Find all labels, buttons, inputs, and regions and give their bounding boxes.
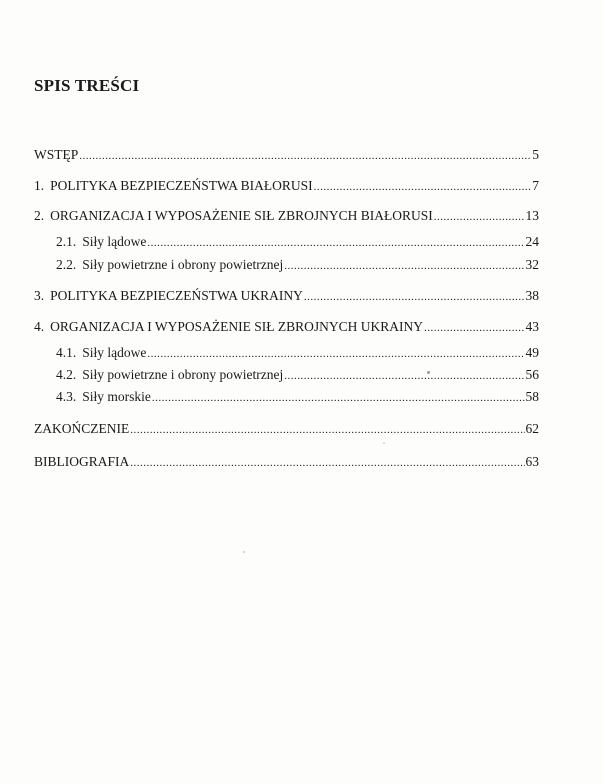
toc-dot-leader — [284, 367, 524, 385]
toc-dot-leader — [304, 288, 525, 306]
toc-dot-leader — [152, 389, 525, 407]
toc-dot-leader — [130, 454, 524, 472]
toc-dot-leader — [130, 421, 524, 439]
toc-dot-leader — [284, 257, 524, 275]
toc-entry-number: 4. — [34, 319, 45, 334]
toc-page-number: 38 — [525, 288, 539, 303]
toc-page-number: 32 — [525, 257, 539, 272]
toc-dot-leader — [424, 319, 524, 337]
toc-entry-section-2-1 — [56, 233, 539, 251]
toc-entry-title: Siły powietrzne i obrony powietrznej — [82, 257, 284, 272]
toc-entry-number: 4.3. — [56, 389, 77, 404]
toc-entry-introduction — [34, 146, 539, 164]
scan-speck — [427, 371, 430, 374]
toc-entry-chapter-3 — [34, 287, 539, 305]
toc-entry-section-2-2 — [56, 256, 539, 274]
toc-dot-leader — [314, 178, 532, 196]
toc-entry-number: 2.2. — [56, 257, 77, 272]
toc-entry-number: 2.1. — [56, 234, 77, 249]
toc-entry-title: Siły lądowe — [82, 234, 147, 249]
toc-entry-chapter-4 — [34, 318, 539, 336]
toc-entry-title: POLITYKA BEZPIECZEŃSTWA BIAŁORUSI — [50, 178, 313, 193]
toc-page-number: 7 — [532, 178, 539, 193]
toc-dot-leader — [434, 208, 525, 226]
toc-entry-title: ORGANIZACJA I WYPOSAŻENIE SIŁ ZBROJNYCH BIAŁORUSI — [50, 208, 433, 223]
toc-page-number: 13 — [525, 208, 539, 223]
toc-entry-title: WSTĘP — [34, 147, 79, 162]
scan-speck — [383, 442, 385, 444]
toc-entry-section-4-1 — [56, 344, 539, 362]
toc-entry-section-4-2 — [56, 366, 539, 384]
toc-entry-number: 2. — [34, 208, 45, 223]
toc-page-number: 62 — [525, 421, 539, 436]
toc-entry-title: Siły powietrzne i obrony powietrznej — [82, 367, 284, 382]
toc-entry-title: ORGANIZACJA I WYPOSAŻENIE SIŁ ZBROJNYCH UKRAINY — [50, 319, 424, 334]
toc-page-number: 56 — [525, 367, 539, 382]
toc-page-number: 5 — [532, 147, 539, 162]
toc-dot-leader — [79, 147, 531, 165]
toc-page-number: 43 — [525, 319, 539, 334]
toc-entry-number: 4.1. — [56, 345, 77, 360]
toc-entry-chapter-1 — [34, 177, 539, 195]
toc-page-number: 63 — [525, 454, 539, 469]
toc-entry-number: 3. — [34, 288, 45, 303]
toc-page-number: 24 — [525, 234, 539, 249]
toc-page-number: 49 — [525, 345, 539, 360]
toc-entry-title: Siły morskie — [82, 389, 151, 404]
toc-entry-title: ZAKOŃCZENIE — [34, 421, 130, 436]
toc-entry-bibliography — [34, 453, 539, 471]
toc-dot-leader — [147, 345, 524, 363]
scan-speck — [243, 551, 245, 553]
toc-dot-leader — [147, 234, 524, 252]
toc-entry-chapter-2 — [34, 207, 539, 225]
toc-entry-title: Siły lądowe — [82, 345, 147, 360]
toc-entry-title: POLITYKA BEZPIECZEŃSTWA UKRAINY — [50, 288, 303, 303]
toc-page-number: 58 — [525, 389, 539, 404]
toc-entry-section-4-3 — [56, 388, 539, 406]
toc-entry-number: 1. — [34, 178, 45, 193]
toc-entry-title: BIBLIOGRAFIA — [34, 454, 130, 469]
toc-entry-conclusion — [34, 420, 539, 438]
toc-entry-number: 4.2. — [56, 367, 77, 382]
page-title: SPIS TREŚCI — [34, 76, 140, 95]
